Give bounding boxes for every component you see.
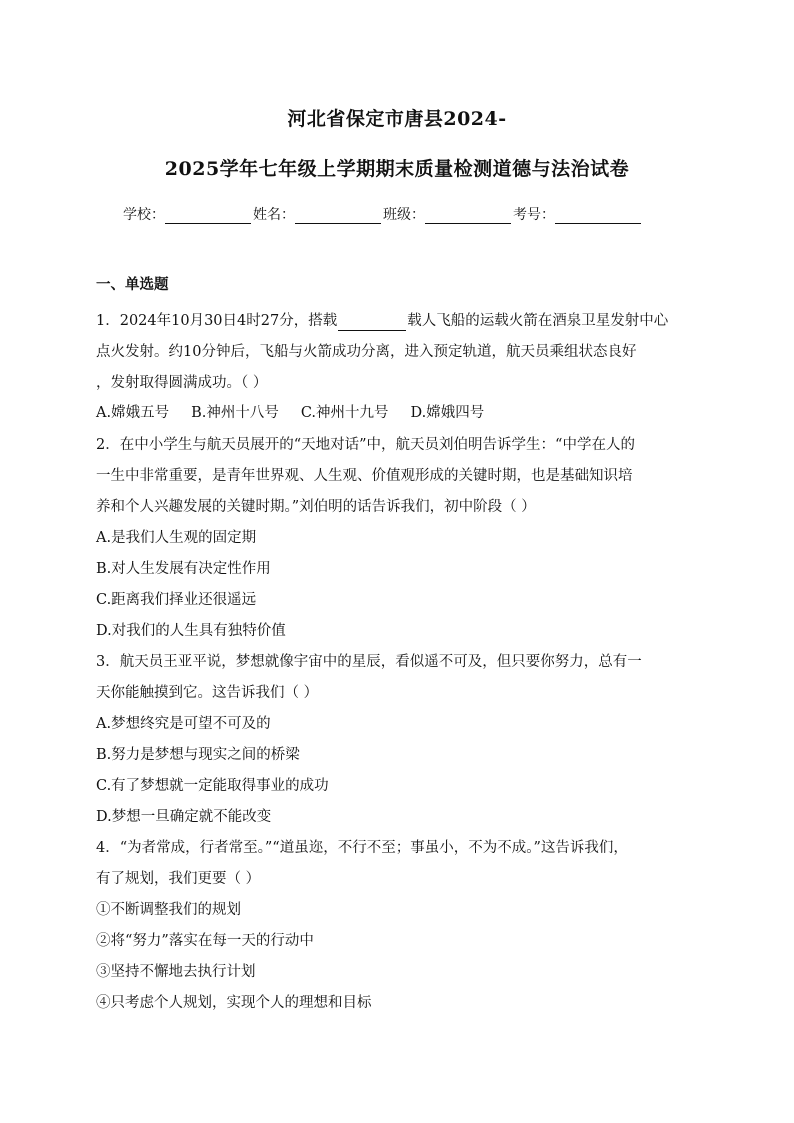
q1-options — [96, 403, 506, 423]
school-label: 学校： — [123, 207, 165, 223]
q1-line2: 点火发射。约10分钟后，飞船与火箭成功分离，进入预定轨道，航天员乘组状态良好 — [96, 344, 637, 360]
q2-option-c[interactable]: C.距离我们择业还很遥远 — [96, 592, 257, 608]
section-heading: 一、单选题 — [96, 276, 169, 293]
q2-line3: 养和个人兴趣发展的关键时期。”刘伯明的话告诉我们，初中阶段（ ） — [96, 499, 536, 515]
q3-option-a[interactable]: A.梦想终究是可望不可及的 — [96, 716, 271, 732]
q2-line1: 2．在中小学生与航天员展开的“天地对话”中，航天员刘伯明告诉学生：“中学在人的 — [96, 437, 635, 453]
q2-line2: 一生中非常重要，是青年世界观、人生观、价值观形成的关键时期，也是基础知识培 — [96, 468, 633, 484]
q1-line1-b: 载人飞船的运载火箭在酒泉卫星发射中心 — [407, 313, 669, 329]
q1-option-a[interactable]: A.嫦娥五号 — [96, 405, 170, 421]
q1-line1 — [96, 311, 668, 331]
school-blank[interactable] — [165, 207, 251, 224]
class-label: 班级： — [383, 207, 425, 223]
q4-item-4: ④只考虑个人规划，实现个人的理想和目标 — [96, 995, 372, 1011]
q4-line2: 有了规划，我们更要（ ） — [96, 871, 261, 887]
q4-line1: 4．“为者常成，行者常至。”“道虽迩，不行不至；事虽小，不为不成。”这告诉我们， — [96, 840, 628, 856]
q3-line1: 3．航天员王亚平说，梦想就像宇宙中的星辰，看似遥不可及，但只要你努力，总有一 — [96, 654, 642, 670]
q4-item-2: ②将“努力”落实在每一天的行动中 — [96, 933, 314, 949]
q4-item-1: ①不断调整我们的规划 — [96, 902, 241, 918]
q3-option-d[interactable]: D.梦想一旦确定就不能改变 — [96, 809, 272, 825]
q2-option-b[interactable]: B.对人生发展有决定性作用 — [96, 561, 271, 577]
q1-line1-a: 1．2024年10月30日4时27分，搭载 — [96, 313, 338, 329]
q4-item-3: ③坚持不懈地去执行计划 — [96, 964, 256, 980]
q3-line2: 天你能触摸到它。这告诉我们（ ） — [96, 685, 319, 701]
q2-option-d[interactable]: D.对我们的人生具有独特价值 — [96, 623, 286, 639]
student-info-row — [123, 204, 643, 224]
q2-option-a[interactable]: A.是我们人生观的固定期 — [96, 530, 257, 546]
q1-blank — [338, 314, 406, 331]
q1-line3: ，发射取得圆满成功。（ ） — [96, 375, 268, 391]
q1-option-d[interactable]: D.嫦娥四号 — [410, 405, 485, 421]
name-blank[interactable] — [295, 207, 381, 224]
exam-title-line1: 河北省保定市唐县2024- — [287, 108, 507, 130]
exam-title-line2: 2025学年七年级上学期期末质量检测道德与法治试卷 — [164, 158, 630, 180]
name-label: 姓名： — [253, 207, 295, 223]
number-label: 考号： — [513, 207, 555, 223]
number-blank[interactable] — [555, 207, 641, 224]
q1-option-b[interactable]: B.神州十八号 — [191, 405, 279, 421]
q3-option-b[interactable]: B.努力是梦想与现实之间的桥梁 — [96, 747, 300, 763]
q3-option-c[interactable]: C.有了梦想就一定能取得事业的成功 — [96, 778, 329, 794]
q1-option-c[interactable]: C.神州十九号 — [300, 405, 389, 421]
class-blank[interactable] — [425, 207, 511, 224]
